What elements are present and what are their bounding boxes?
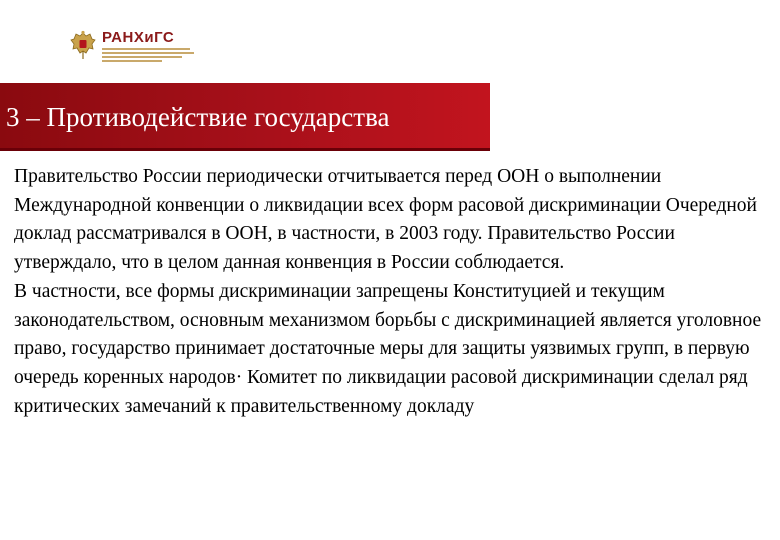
logo-brand-text: РАНХиГС [102,29,175,46]
title-bar [0,83,490,151]
body-paragraph-2: В частности, все формы дискриминации запрещены Конституцией и текущим законодательством, основным механизмом борьбы с дискриминацией является уголовное право, государство принимает достаточные меры для защиты уязвимых групп, в первую очередь коренных народов· Комитет по ликвидации расовой дискриминации сделал ряд критических замечаний к правительственному докладу [14,280,762,417]
slide-body [14,163,769,421]
slide-title: 3 – Противодействие государства [6,101,390,132]
body-paragraph-1: Правительство России периодически отчитывается перед ООН о выполнении Международной конвенции о ликвидации всех форм расовой дискриминации Очередной доклад рассматривался в ООН, в частности, в 2003 году. Правительство России утверждало, что в целом данная конвенция в России соблюдается. [14,166,757,274]
eagle-emblem-icon [70,30,96,62]
logo [70,30,194,62]
logo-subtitle-lines [102,48,194,62]
